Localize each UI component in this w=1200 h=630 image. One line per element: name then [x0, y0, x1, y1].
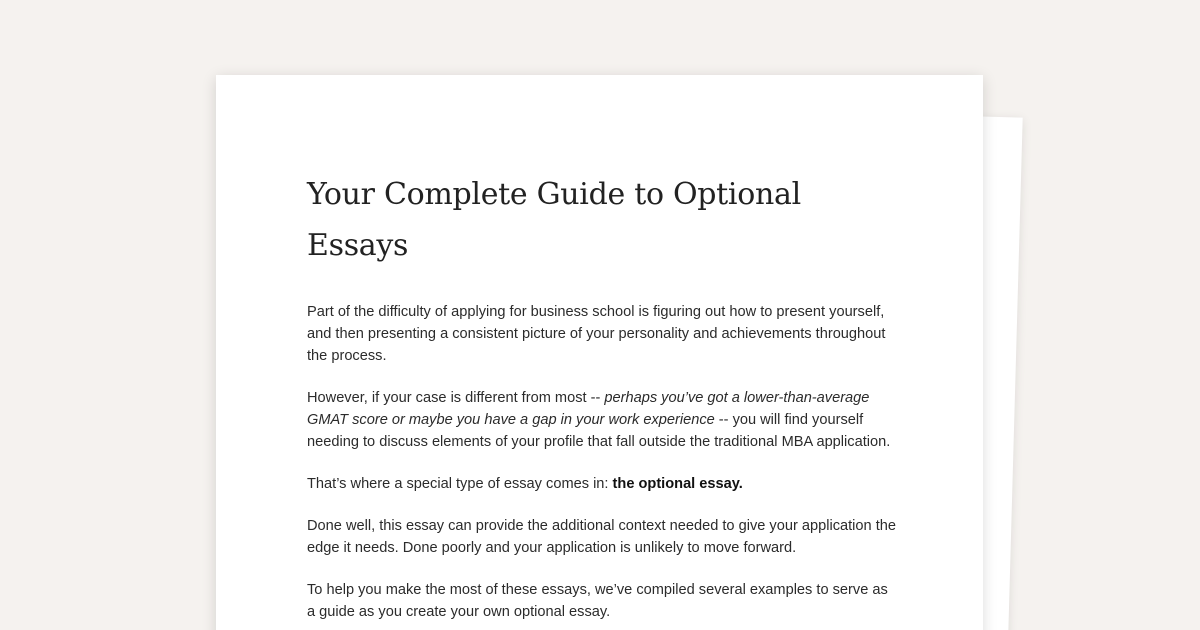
document-content — [307, 169, 899, 630]
document-title: Your Complete Guide to Optional Essays — [307, 177, 801, 263]
paragraph-done-well: Done well, this essay can provide the additional context needed to give your application the edge it needs. Done poorly and your application is unlikely to move forward. — [307, 518, 896, 556]
emphasized-text: perhaps you’ve got a lower-than-average GMAT score or maybe you have a gap in your work experience — [307, 390, 870, 428]
paragraph-examples: To help you make the most of these essays, we’ve compiled several examples to serve as a guide as you create your own optional essay. — [307, 582, 888, 620]
paragraph-different-case — [307, 387, 899, 453]
paragraph-text: -- you will find yourself needing to discuss elements of your profile that fall outside the traditional MBA application. — [307, 412, 891, 450]
paragraph-optional-essay — [307, 473, 899, 495]
paragraph-intro: Part of the difficulty of applying for business school is figuring out how to present yourself, and then presenting a consistent picture of your personality and achievements throughout the process. — [307, 304, 886, 364]
paragraph-text: That’s where a special type of essay comes in: — [307, 476, 613, 492]
bold-text: the optional essay. — [612, 476, 743, 492]
front-paper-sheet — [216, 75, 983, 630]
paragraph-text: However, if your case is different from most -- — [307, 390, 605, 406]
